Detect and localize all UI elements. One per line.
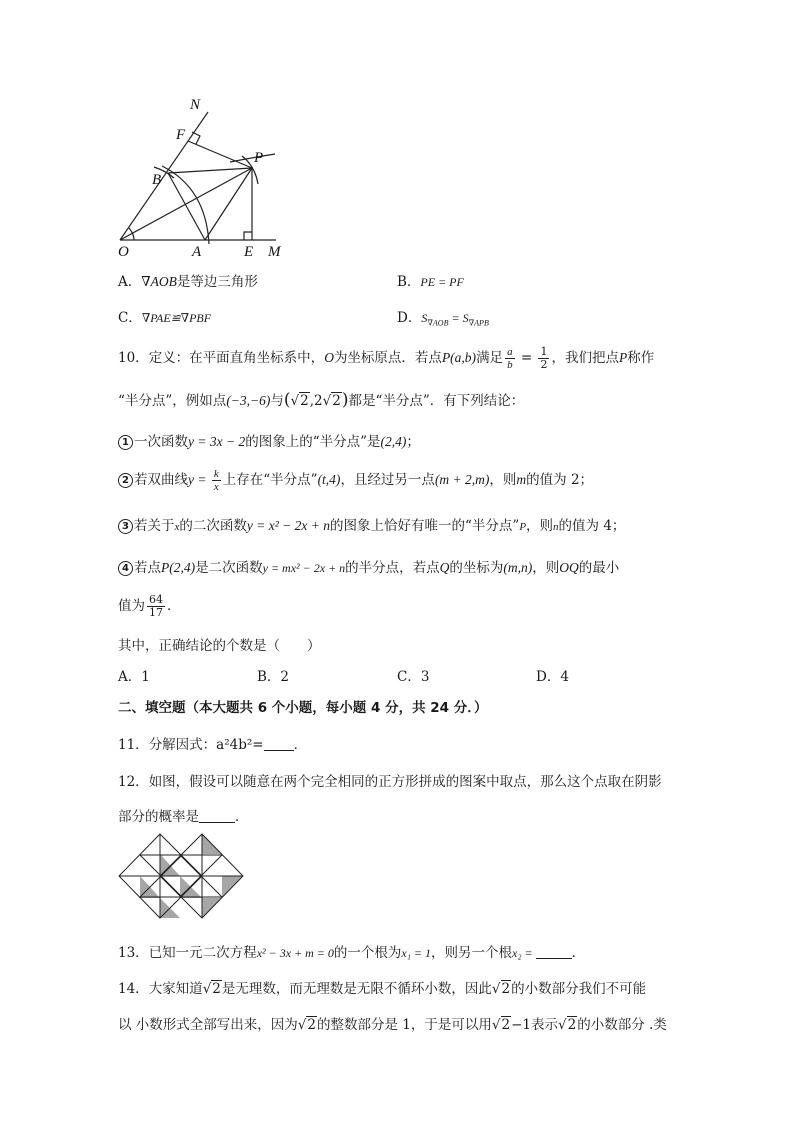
sqrt-2: √2: [491, 981, 511, 997]
q10-text: 为坐标原点．若点: [333, 350, 442, 366]
radicand: 2: [307, 1017, 316, 1033]
label-n: N: [190, 97, 201, 113]
c2-text: ，则: [489, 472, 517, 488]
c3-text: 的二次函数: [179, 518, 247, 534]
arc-p-1: [230, 154, 275, 162]
q14-text: 表示: [531, 1017, 558, 1033]
c1-math: y = 3x − 2: [188, 434, 246, 449]
q14-text: 是无理数，而无理数是无限不循环小数，因此: [221, 981, 492, 997]
c3-text: ，则: [526, 518, 554, 534]
q12-line1: [118, 770, 662, 790]
c4-text: 的坐标为: [449, 560, 504, 576]
radicand: 2: [501, 981, 511, 997]
sqrt-2: √2: [322, 393, 341, 409]
sqrt-2: √2: [491, 1017, 511, 1033]
c1-text: 的图象上的“半分点”是: [245, 434, 381, 450]
c2-text: 的值为 2；: [526, 472, 594, 488]
q9-option-b: [397, 270, 464, 290]
q13-end: ．: [571, 945, 586, 961]
q10-text: 称作: [627, 350, 655, 366]
c2-text: 若双曲线: [134, 472, 188, 488]
c3-math: y = x² − 2x + n: [246, 518, 330, 533]
c4-text: 是二次函数: [195, 560, 263, 576]
q10-conclusion-1: [118, 430, 420, 450]
sqrt-2: √2: [297, 1017, 316, 1033]
c3-x: x: [174, 521, 180, 533]
c4-mn: (m,n): [503, 560, 533, 575]
c2-m: m: [516, 472, 527, 487]
section-heading: 二、填空题（本大题共 6 个小题，每小题 4 分，共 24 分．）: [118, 700, 488, 716]
q10-origin: O: [324, 350, 334, 365]
circle-number-2: 2: [118, 473, 133, 488]
q9-option-d: [397, 306, 489, 328]
option-c-label: C．: [118, 310, 142, 326]
option-c-math: ∇PAE≌∇PBF: [141, 311, 212, 325]
radicand: 2: [212, 981, 221, 997]
fraction-64-17: [147, 594, 165, 619]
answer-blank[interactable]: [536, 946, 572, 959]
label-f: F: [176, 127, 186, 143]
answer-blank[interactable]: [264, 738, 294, 751]
q10-text: 与: [270, 393, 284, 409]
q10-line2: [118, 389, 524, 410]
c3-text: 的值为 4；: [558, 518, 626, 534]
label-b: B: [152, 172, 162, 188]
q14-line2: [118, 1013, 667, 1033]
example-point-2: [283, 390, 349, 410]
q10-option-b: B．2: [257, 669, 290, 685]
frac-den: b: [507, 359, 513, 371]
q14-text: 的小数部分我们不可能: [511, 981, 647, 997]
q10-number: 10．: [118, 350, 149, 366]
c4-end: ．: [167, 598, 181, 614]
option-d-sub2: ∇APB: [468, 318, 489, 328]
radicand: 2: [300, 393, 309, 409]
c4-oq: OQ: [559, 560, 579, 575]
circle-number-1: 1: [118, 435, 133, 450]
option-d-s1: S: [421, 311, 428, 325]
squares-figure: [118, 833, 248, 919]
c2-text: ，且经过另一点: [340, 472, 435, 488]
radicand: 2: [501, 1017, 511, 1033]
q12-end: ．: [235, 809, 249, 825]
c4-text: 若点: [134, 560, 161, 576]
example-point-1: (−3,−6): [226, 393, 271, 408]
q13: [118, 941, 585, 961]
q12-line2: [118, 805, 249, 825]
option-d-label: D．: [397, 310, 422, 326]
q13-number: 13．: [118, 945, 149, 961]
q10-conclusion-4: [118, 556, 619, 576]
label-a: A: [192, 244, 202, 260]
circle-number-4: 4: [118, 561, 133, 576]
segment-op: [120, 168, 252, 240]
sqrt-2: √2: [202, 981, 221, 997]
q13-equation: x² − 3x + m = 0: [256, 946, 334, 960]
segment-ap: [205, 168, 252, 240]
c4-q: Q: [439, 560, 450, 575]
q10-text: “半分点”，例如点: [118, 393, 227, 409]
c4-text: ，则: [532, 560, 560, 576]
segment-pf: [188, 141, 252, 168]
option-d-eq: = S: [448, 311, 469, 325]
c4-text: 的最小: [578, 560, 620, 576]
geometry-figure: [110, 96, 310, 261]
paren-close: ): [341, 390, 349, 410]
q13-root: x₁ = 1: [401, 946, 432, 960]
q10-option-c: C．3: [397, 669, 430, 685]
q13-text: ，则另一个根: [431, 945, 513, 961]
option-d-sub1: ∇AOB: [427, 318, 449, 328]
c4-point: P(2,4): [161, 560, 196, 575]
sqrt-2: √2: [290, 393, 309, 409]
q13-x2: x₂ =: [512, 946, 536, 960]
q10-option-a: A．1: [118, 669, 150, 685]
q10-text: 都是“半分点”．有下列结论：: [348, 393, 525, 409]
label-e: E: [244, 244, 254, 260]
q9-option-a: [118, 270, 258, 290]
frac-den: 2: [540, 358, 548, 371]
frac-num: a: [507, 346, 513, 358]
c2-text: 上存在“半分点”: [222, 472, 318, 488]
q14-text: 的小数部分 .类: [577, 1017, 667, 1033]
c1-text: 一次函数: [134, 434, 188, 450]
c3-text: 若关于: [134, 518, 175, 534]
option-b-math: PE = PF: [420, 275, 464, 289]
c3-n: n: [553, 521, 559, 533]
q13-text: 的一个根为: [333, 945, 402, 961]
c2-point2: (m + 2,m): [434, 472, 490, 487]
c1-text: ；: [406, 434, 420, 450]
q11-end: ．: [293, 737, 308, 753]
q10-point: P(a,b): [441, 350, 477, 365]
c1-point: (2,4): [380, 434, 407, 449]
q13-text: 已知一元二次方程: [148, 945, 257, 961]
frac-den: x: [213, 481, 219, 493]
q10-text: ，我们把点: [551, 350, 619, 366]
fraction-a-over-b: [505, 346, 515, 371]
c4-math: y = mx² − 2x + n: [262, 561, 346, 575]
q14-number: 14．: [118, 981, 149, 997]
q14-line1: [118, 977, 646, 997]
q11-number: 11．: [118, 737, 149, 753]
q12-text: 如图，假设可以随意在两个完全相同的正方形拼成的图案中取点，那么这个点取在阴影: [148, 774, 662, 790]
answer-blank[interactable]: [199, 810, 235, 823]
q10-conclusion-2: [118, 468, 593, 493]
sqrt-2: √2: [558, 1017, 577, 1033]
option-a-math: ∇AOB: [141, 274, 177, 289]
segment-ba: [168, 173, 205, 240]
q10-line1: [118, 346, 654, 371]
q10-text: 定义：在平面直角坐标系中，: [148, 350, 325, 366]
q10-point-p: P: [618, 350, 628, 365]
equals: =: [516, 350, 537, 366]
circle-number-3: 3: [118, 519, 133, 534]
q14-text: 大家知道: [148, 981, 203, 997]
label-o: O: [118, 244, 129, 260]
q11-text: 分解因式：a²4b²=: [148, 737, 264, 753]
frac-num: 1: [540, 345, 548, 358]
fraction-half: [538, 346, 549, 371]
q10-conclusion-3: [118, 514, 625, 534]
q10-option-d: D．4: [536, 669, 569, 685]
q10-conclusion-4-cont: [118, 594, 181, 619]
c2-y: y =: [188, 472, 210, 487]
right-angle-e: [244, 232, 252, 240]
q12-text: 部分的概率是: [118, 809, 199, 825]
frac-num: k: [213, 468, 219, 480]
c4-text: 的半分点，若点: [345, 560, 440, 576]
q10-text: 满足: [476, 350, 504, 366]
segment-bp: [168, 168, 252, 173]
q9-option-c: [118, 306, 211, 326]
c2-point: (t,4): [317, 472, 341, 487]
c3-p: P: [519, 521, 527, 533]
option-a-text: 是等边三角形: [176, 274, 258, 290]
option-a-label: A．: [118, 274, 142, 290]
c3-text: 的图象上恰好有唯一的“半分点”: [330, 518, 520, 534]
q12-number: 12．: [118, 774, 149, 790]
q14-text: 以 小数形式全部写出来，因为: [118, 1017, 298, 1033]
paren-open: (: [283, 390, 291, 410]
radicand: 2: [332, 393, 341, 409]
q14-minus-one: −1: [511, 1017, 531, 1033]
label-m: M: [268, 244, 281, 260]
q10-question: 其中，正确结论的个数是（ ）: [118, 638, 321, 654]
q11: [118, 733, 307, 753]
frac-num: 64: [149, 593, 163, 606]
option-b-label: B．: [397, 274, 421, 290]
frac-den: 17: [149, 606, 163, 619]
q14-text: 的整数部分是 1，于是可以用: [317, 1017, 492, 1033]
comma-2: ,2: [309, 393, 323, 409]
radicand: 2: [567, 1017, 577, 1033]
fraction-k-over-x: [212, 468, 221, 493]
c4-text: 值为: [118, 598, 145, 614]
label-p: P: [254, 150, 264, 166]
